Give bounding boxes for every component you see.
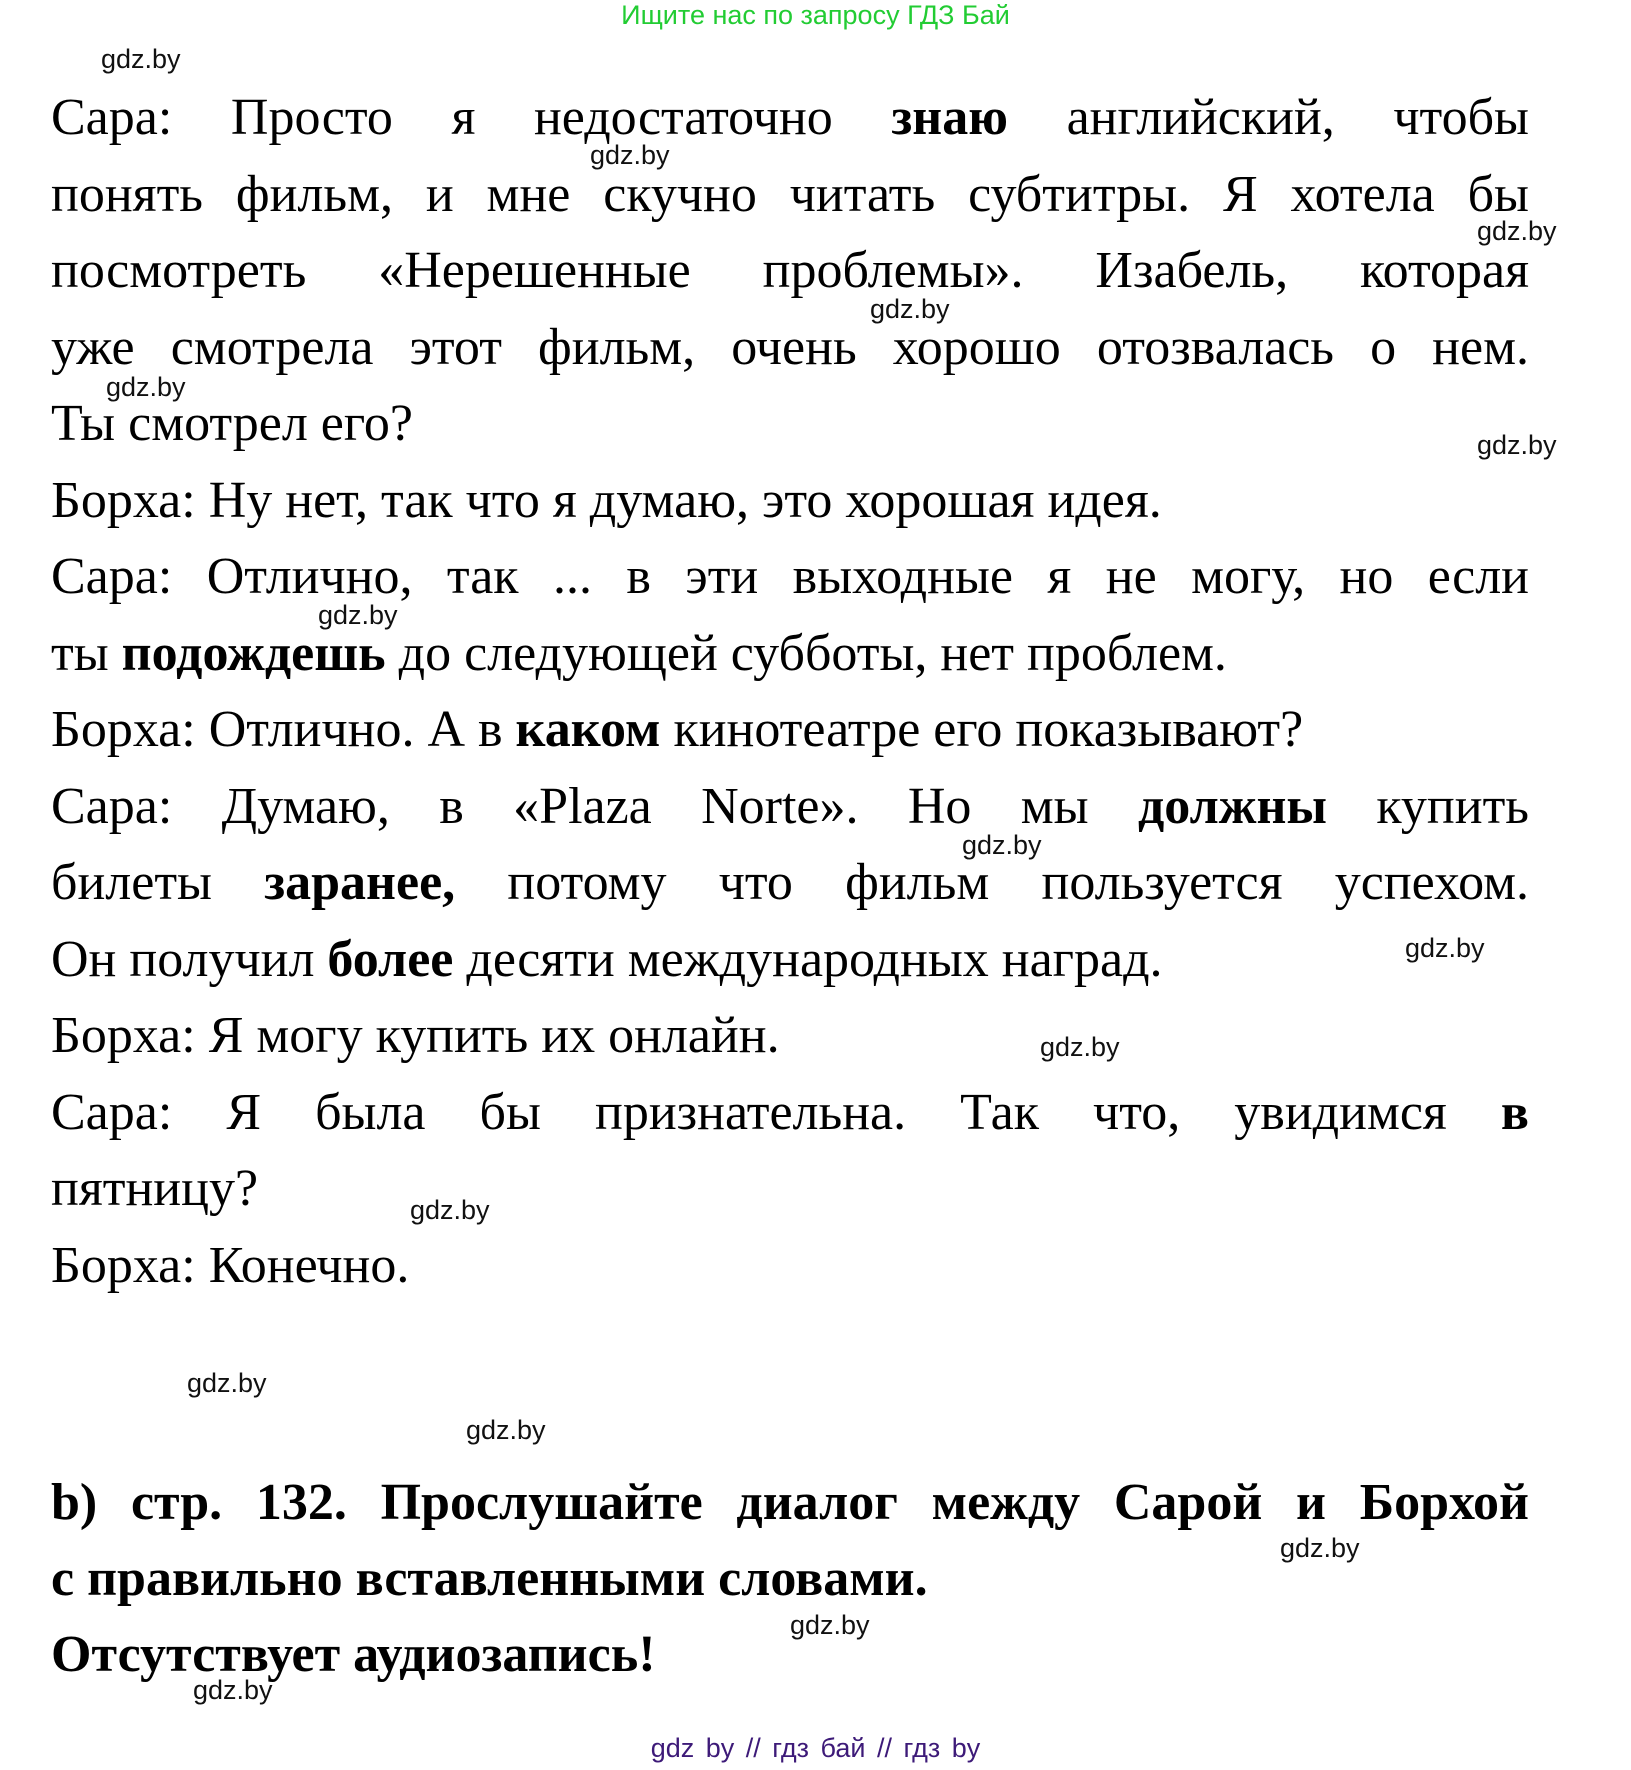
- footer-links: gdz by // гдз бай // гдз by: [650, 1733, 981, 1763]
- task-heading: [51, 1465, 1529, 1693]
- dialog-line: Ты смотрел его?: [51, 395, 413, 452]
- task-line: с правильно вставленными словами.: [51, 1550, 928, 1607]
- search-banner: Ищите нас по запросу ГДЗ Бай: [621, 0, 1010, 30]
- watermark: gdz.by: [1280, 1533, 1360, 1563]
- dialog-line: Борха: Я могу купить их онлайн.: [51, 1007, 780, 1064]
- dialog-line: уже смотрела этот фильм, очень хорошо отозвалась о нем.: [51, 318, 1529, 376]
- dialog-line: Борха: Конечно.: [51, 1236, 410, 1294]
- watermark: gdz.by: [193, 1675, 273, 1705]
- dialog-line: посмотреть «Нерешенные проблемы». Изабель, которая: [51, 242, 1529, 299]
- watermark: gdz.by: [101, 44, 181, 74]
- watermark: gdz.by: [187, 1368, 267, 1398]
- dialog-line: Сара: Я была бы признательна. Так что, увидимся в: [51, 1083, 1529, 1141]
- dialog-line: ты подождешь до следующей субботы, нет проблем.: [51, 624, 1227, 682]
- dialog-line: понять фильм, и мне скучно читать субтитры. Я хотела бы: [51, 165, 1529, 223]
- dialog-line: Он получил более десяти международных наград.: [51, 930, 1163, 988]
- watermark: gdz.by: [1040, 1032, 1120, 1062]
- highlight-word: более: [327, 930, 454, 988]
- dialog-line: Сара: Просто я недостаточно знаю английский, чтобы: [51, 89, 1529, 146]
- watermark: gdz.by: [870, 294, 950, 324]
- watermark: gdz.by: [106, 372, 186, 402]
- watermark: gdz.by: [466, 1415, 546, 1445]
- highlight-word: знаю: [891, 89, 1008, 146]
- watermark: gdz.by: [410, 1195, 490, 1225]
- highlight-word: заранее,: [264, 854, 456, 911]
- watermark: gdz.by: [1477, 216, 1557, 246]
- highlight-word: каком: [515, 701, 661, 758]
- highlight-word: подождешь: [121, 624, 386, 682]
- highlight-word: в: [1500, 1083, 1529, 1141]
- watermark: gdz.by: [1477, 430, 1557, 460]
- watermark: gdz.by: [318, 600, 398, 630]
- task-notice: Отсутствует аудиозапись!: [51, 1626, 656, 1683]
- highlight-word: должны: [1137, 777, 1328, 835]
- dialog-line: Сара: Думаю, в «Plaza Norte». Но мы должны купить: [51, 777, 1530, 835]
- watermark: gdz.by: [590, 140, 670, 170]
- dialog-line: Борха: Ну нет, так что я думаю, это хорошая идея.: [51, 471, 1162, 529]
- task-line: b) стр. 132. Прослушайте диалог между Сарой и Борхой: [51, 1474, 1529, 1531]
- dialog-line: Сара: Отлично, так ... в эти выходные я не могу, но если: [51, 548, 1529, 605]
- dialog-line: пятницу?: [51, 1160, 259, 1217]
- watermark: gdz.by: [1405, 933, 1485, 963]
- watermark: gdz.by: [962, 830, 1042, 860]
- dialog-line: Борха: Отлично. А в каком кинотеатре его показывают?: [51, 701, 1304, 758]
- dialog-line: билеты заранее, потому что фильм пользуется успехом.: [51, 854, 1529, 911]
- watermark: gdz.by: [790, 1610, 870, 1640]
- dialog-text: [51, 80, 1529, 1304]
